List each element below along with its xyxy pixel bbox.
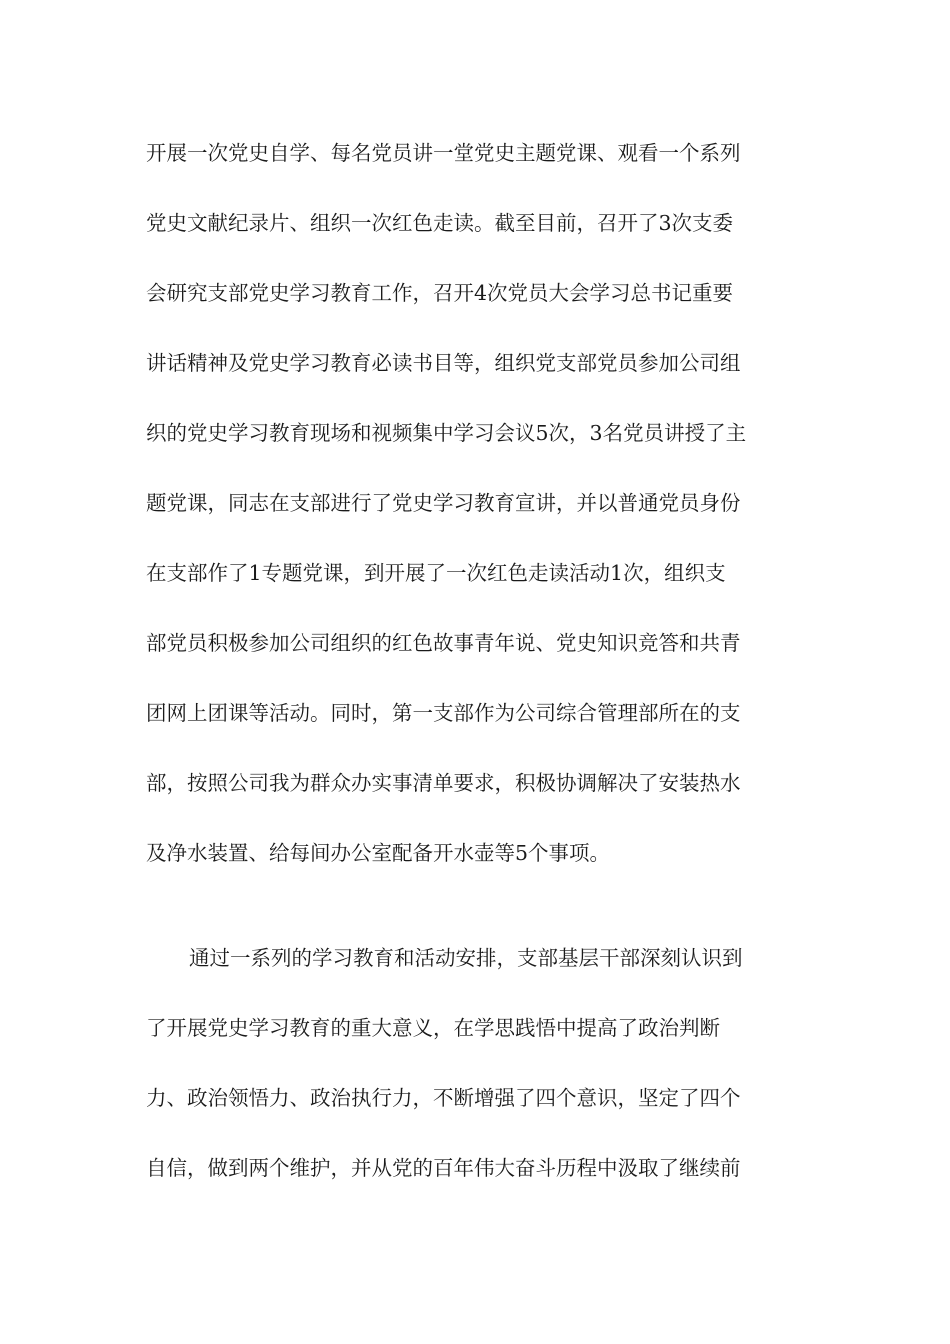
- text-line-15: 自信，做到两个维护，并从党的百年伟大奋斗历程中汲取了继续前: [146, 1156, 741, 1180]
- text-line-6: 题党课，同志在支部进行了党史学习教育宣讲，并以普通党员身份: [146, 491, 741, 515]
- text-line-13: 了开展党史学习教育的重大意义，在学思践悟中提高了政治判断: [146, 1016, 720, 1040]
- text-line-14: 力、政治领悟力、政治执行力，不断增强了四个意识，坚定了四个: [146, 1086, 741, 1110]
- text-line-1: 开展一次党史自学、每名党员讲一堂党史主题党课、观看一个系列: [146, 141, 741, 165]
- text-line-8: 部党员积极参加公司组织的红色故事青年说、党史知识竞答和共青: [146, 631, 741, 655]
- text-line-9: 团网上团课等活动。同时，第一支部作为公司综合管理部所在的支: [146, 701, 741, 725]
- text-line-10: 部，按照公司我为群众办实事清单要求，积极协调解决了安装热水: [146, 771, 741, 795]
- text-line-11: 及净水装置、给每间办公室配备开水壶等5个事项。: [146, 841, 611, 865]
- text-line-7: 在支部作了1专题党课，到开展了一次红色走读活动1次，组织支: [146, 561, 726, 585]
- text-line-3: 会研究支部党史学习教育工作，召开4次党员大会学习总书记重要: [146, 281, 734, 305]
- text-line-12: 通过一系列的学习教育和活动安排，支部基层干部深刻认识到: [189, 946, 743, 970]
- text-line-2: 党史文献纪录片、组织一次红色走读。截至目前，召开了3次支委: [146, 211, 734, 235]
- text-line-4: 讲话精神及党史学习教育必读书目等，组织党支部党员参加公司组: [146, 351, 741, 375]
- text-line-5: 织的党史学习教育现场和视频集中学习会议5次，3名党员讲授了主: [146, 421, 747, 445]
